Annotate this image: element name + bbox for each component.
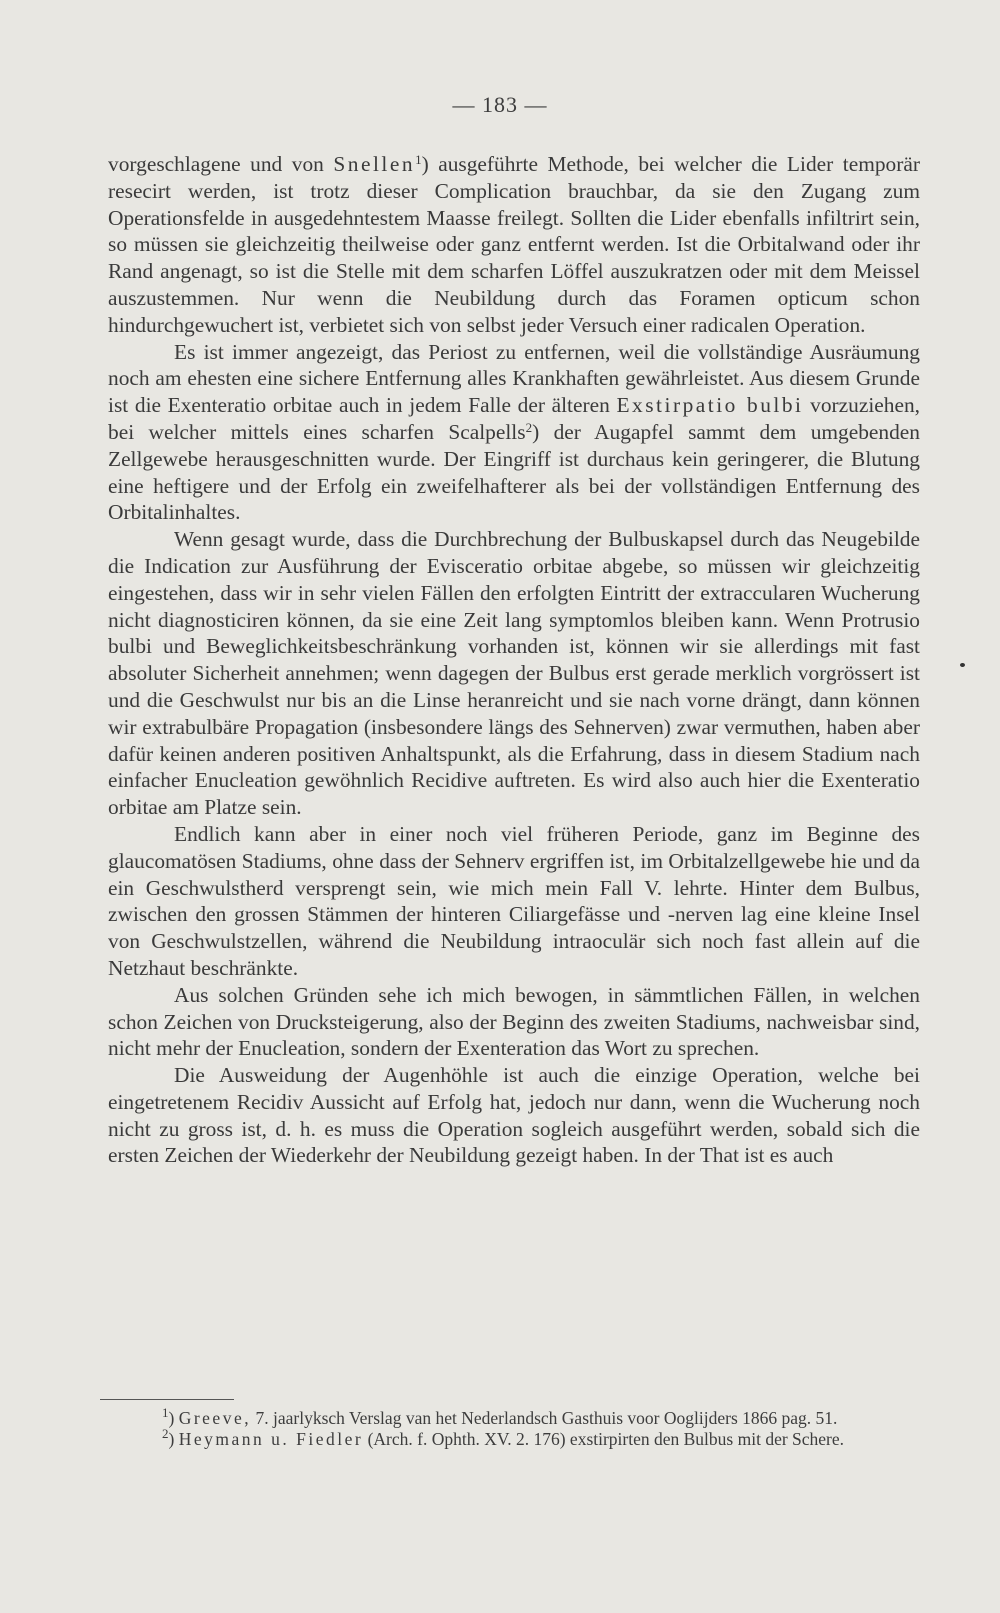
footnote-1-author: Greeve, [178,1408,252,1428]
footnote-2: $^2$) Heymann u. Fiedler (Arch. f. Ophth. XV. 2. 176) exstirpirten den Bulbus mit der Schere. [162,1426,845,1450]
footnotes [100,1405,918,1451]
paragraph-1 [108,151,920,339]
paragraph-2 [108,339,920,527]
paragraph-5: Aus solchen Gründen sehe ich mich bewogen, in sämmtlichen Fällen, in welchen schon Zeichen von Drucksteigerung, also der Beginn des zweiten Stadiums, nachweisbar sind, nicht mehr der Enucleation, sondern der Exenteration das Wort zu sprechen. [108,982,920,1061]
page-number: — 183 — [452,92,548,117]
paragraph-2-rest: ) der Augapfel sammt dem umgebenden Zellgewebe herausgeschnitten wurde. Der Eingriff ist durchaus kein geringerer, die Blutung eine heftigere und der Erfolg ein zweifelhafterer als bei der vollständigen Entfernung des Orbitalinhaltes. [108,419,920,525]
footnote-2-marker: 2 [162,1426,169,1442]
footnote-ref-1: 1 [415,152,422,167]
paragraph-4: Endlich kann aber in einer noch viel früheren Periode, ganz im Beginne des glaucomatösen Stadiums, ohne dass der Sehnerv ergriffen ist, im Orbitalzellgewebe hie und da ein Geschwulstherd versprengt sein, wie mich mein Fall V. lehrte. Hinter dem Bulbus, zwischen den grossen Stämmen der hinteren Ciliargefässe und -nerven lag eine kleine Insel von Geschwulstzellen, während die Neubildung intraoculär sich noch fast allein auf die Netzhaut beschränkte. [108,821,920,980]
footnote-2-text: (Arch. f. Ophth. XV. 2. 176) exstirpirten den Bulbus mit der Schere. [363,1429,845,1450]
paragraph-1-start: vorgeschlagene und von [108,152,334,176]
paragraph-3: Wenn gesagt wurde, dass die Durchbrechung der Bulbuskapsel durch das Neugebilde die Indication zur Ausführung der Evisceratio orbitae abgebe, so müssen wir gleichzeitig eingestehen, dass wir in sehr vielen Fällen den erfolgten Eintritt der extraccularen Wucherung nicht diagnosticiren können, da sie eine Zeit lang symptomlos bleiben kann. Wenn Protrusio bulbi und Beweglichkeitsbeschränkung vorhanden ist, können wir sie allerdings mit fast absoluter Sicherheit annehmen; wenn dagegen der Bulbus erst gerade merklich vorgrössert ist und die Geschwulst nur bis an die Linse heranreicht und sie nach vorne drängt, dann können wir extrabulbäre Propagation (insbesondere längs des Sehnerven) zwar vermuthen, haben aber dafür keinen anderen positiven Anhaltspunkt, als die Erfahrung, dass in diesem Stadium nach einfacher Enucleation gewöhnlich Recidive auftreten. Es wird also auch hier die Exenteratio orbitae am Platze sein. [108,527,920,820]
paragraph-1-rest: ) ausgeführte Methode, bei welcher die Lider temporär resecirt werden, ist trotz dieser Complication brauchbar, da sie den Zugang zum Operationsfelde in ausgedehntestem Maasse freilegt. Sollten die Lider ebenfalls infiltrirt sein, so müssen sie gleichzeitig theilweise oder ganz entfernt werden. Ist die Orbitalwand oder ihr Rand angenagt, so ist die Stelle mit dem scharfen Löffel auszukratzen oder mit dem Meissel auszustemmen. Nur wenn die Neubildung durch das Foramen opticum schon hindurchgewuchert ist, verbietet sich von selbst jeder Versuch einer radicalen Operation. [108,152,920,337]
body-text [108,151,920,1169]
term-exstirpatio-bulbi: Exstirpatio bulbi [616,393,804,418]
paragraph-2-middle: vorzuziehen, bei welcher mittels eines scharfen Scalpells [108,393,920,444]
author-snellen: Snellen [333,152,416,176]
ink-spot-mark [960,663,965,667]
footnote-2-authors: Heymann u. Fiedler [178,1429,364,1450]
paragraph-6: Die Ausweidung der Augenhöhle ist auch die einzige Operation, welche bei eingetretenem Recidiv Aussicht auf Erfolg hat, jedoch nur dann, wenn die Wucherung noch nicht zu gross ist, d. h. es muss die Operation sogleich ausgeführt werden, sobald sich die ersten Zeichen der Wiederkehr der Neubildung gezeigt haben. In der That ist es auch [108,1063,920,1168]
footnote-divider [100,1399,234,1400]
footnote-1: $^1$) Greeve, 7. jaarlyksch Verslag van het Nederlandsch Gasthuis voor Ooglijders 1866 pag. 51. [162,1405,838,1428]
footnote-1-marker: 1 [162,1405,169,1420]
footnote-ref-2: 2 [525,419,533,435]
footnote-1-text: 7. jaarlyksch Verslag van het Nederlandsch Gasthuis voor Ooglijders 1866 pag. 51. [251,1408,838,1428]
paragraph-2-start: Es ist immer angezeigt, das Periost zu entfernen, weil die vollständige Ausräumung noch am ehesten eine sichere Entfernung alles Krankhaften gewährleistet. Aus diesem Grunde ist die Exenteratio orbitae auch in jedem Falle der älteren [108,339,920,418]
